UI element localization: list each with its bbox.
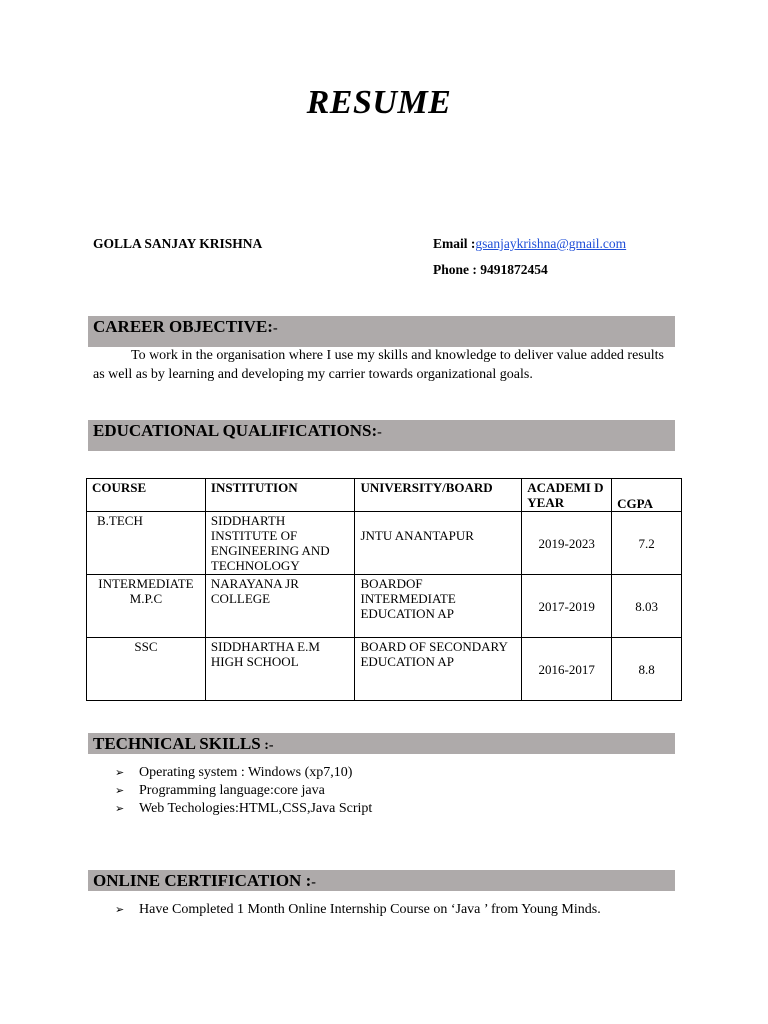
list-item	[115, 901, 601, 919]
cell-institution: NARAYANA JR COLLEGE	[205, 575, 355, 638]
list-item	[115, 764, 372, 782]
cell-institution: SIDDHARTHA E.M HIGH SCHOOL	[205, 638, 355, 701]
skills-heading-text: TECHNICAL SKILLS	[93, 734, 261, 753]
cell-cgpa: 8.03	[612, 575, 682, 638]
email-label: Email :	[433, 236, 476, 251]
cell-board: BOARD OF SECONDARY EDUCATION AP	[355, 638, 522, 701]
career-heading-suffix: -	[272, 321, 278, 336]
cell-board: JNTU ANANTAPUR	[355, 512, 522, 575]
skill-text: Operating system : Windows (xp7,10)	[139, 765, 353, 780]
cell-year: 2019-2023	[522, 512, 612, 575]
cell-cgpa: 7.2	[612, 512, 682, 575]
column-header: UNIVERSITY/BOARD	[355, 479, 522, 512]
skill-text: Web Techologies:HTML,CSS,Java Script	[139, 801, 373, 816]
cell-year: 2016-2017	[522, 638, 612, 701]
arrow-bullet-icon: ➢	[115, 766, 125, 779]
phone-value: 9491872454	[480, 262, 548, 277]
cell-course: B.TECH	[87, 512, 206, 575]
arrow-bullet-icon: ➢	[115, 784, 125, 797]
candidate-name: GOLLA SANJAY KRISHNA	[93, 236, 263, 251]
career-objective-heading	[88, 316, 675, 347]
phone-label: Phone :	[433, 262, 481, 277]
list-item	[115, 782, 372, 800]
cell-cgpa: 8.8	[612, 638, 682, 701]
technical-skills-heading	[88, 733, 675, 754]
column-header: COURSE	[87, 479, 206, 512]
email-link[interactable]: gsanjaykrishna@gmail.com	[475, 236, 627, 251]
education-heading	[88, 420, 675, 451]
column-header: CGPA	[612, 479, 682, 512]
list-item	[115, 800, 372, 818]
table-header-row	[87, 479, 682, 512]
education-table	[86, 478, 682, 701]
email-line	[433, 236, 626, 252]
certification-text: Have Completed 1 Month Online Internship Course on ‘Java ’ from Young Minds.	[139, 902, 601, 917]
cell-year: 2017-2019	[522, 575, 612, 638]
cell-board: BOARDOF INTERMEDIATE EDUCATION AP	[355, 575, 522, 638]
column-header: ACADEMI D YEAR	[522, 479, 612, 512]
career-objective-text	[93, 346, 673, 384]
certification-heading-text: ONLINE CERTIFICATION :	[93, 871, 312, 890]
cell-institution: SIDDHARTH INSTITUTE OF ENGINEERING AND TECHNOLOGY	[205, 512, 355, 575]
career-heading-text: CAREER OBJECTIVE:	[93, 317, 273, 336]
cell-course: INTERMEDIATE M.P.C	[87, 575, 206, 638]
education-heading-suffix: -	[377, 425, 382, 440]
online-certification-heading	[88, 870, 675, 891]
table-row	[87, 575, 682, 638]
table-row	[87, 638, 682, 701]
career-text: To work in the organisation where I use my skills and knowledge to deliver value added results as well as by learning and developing my carrier towards organizational goals.	[93, 348, 664, 382]
skill-text: Programming language:core java	[139, 783, 325, 798]
cell-course: SSC	[87, 638, 206, 701]
education-heading-text: EDUCATIONAL QUALIFICATIONS:	[93, 421, 378, 440]
certification-list	[115, 901, 601, 919]
column-header: INSTITUTION	[205, 479, 355, 512]
certification-heading-suffix: -	[311, 875, 316, 890]
table-row	[87, 512, 682, 575]
skills-list	[115, 764, 372, 818]
resume-title: RESUME	[306, 84, 452, 121]
skills-heading-suffix: :-	[260, 738, 274, 753]
arrow-bullet-icon: ➢	[115, 903, 125, 916]
phone-line	[433, 262, 548, 278]
arrow-bullet-icon: ➢	[115, 802, 125, 815]
